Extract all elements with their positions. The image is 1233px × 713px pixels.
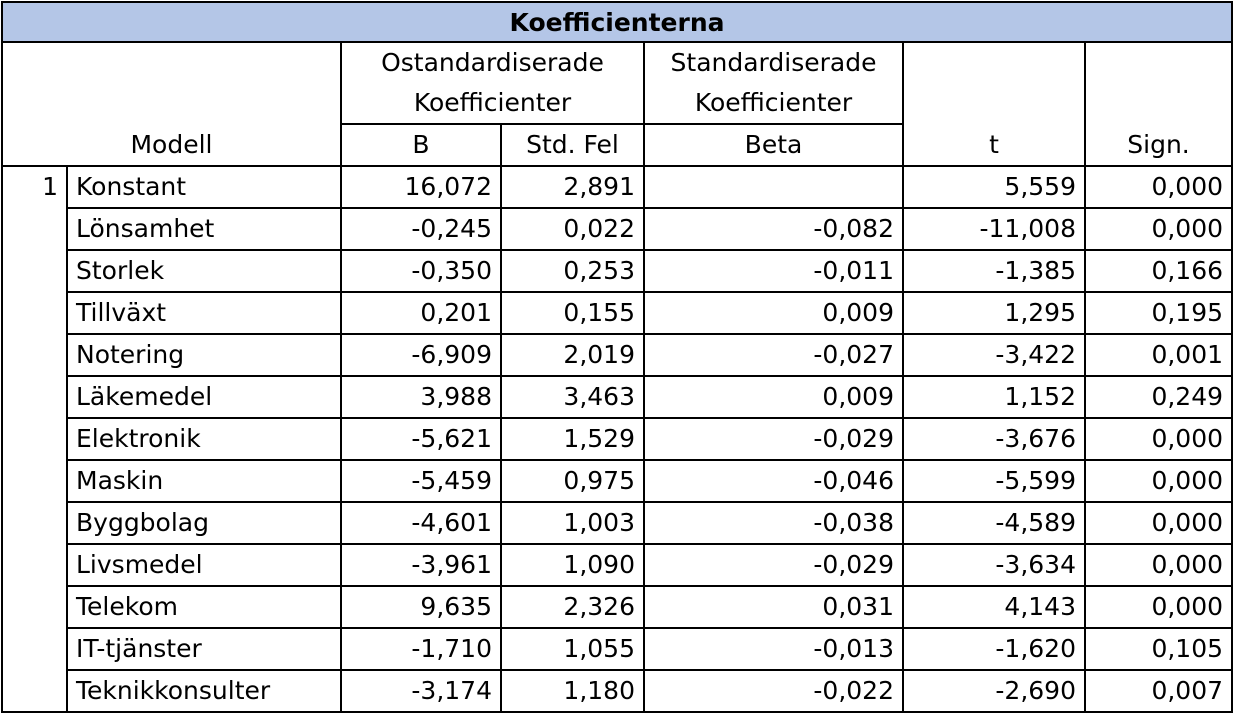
t-cell: 1,152 <box>903 376 1085 418</box>
sig-cell: 0,000 <box>1085 418 1232 460</box>
header-unstandardized-line1: Ostandardiserade <box>381 48 604 77</box>
header-unstandardized-group <box>341 42 644 124</box>
header-sig-label: Sign. <box>1127 130 1190 159</box>
header-t <box>903 42 1085 166</box>
sig-cell: 0,195 <box>1085 292 1232 334</box>
sig-cell: 0,001 <box>1085 334 1232 376</box>
std-err-cell: 1,180 <box>501 670 644 712</box>
beta-cell: -0,038 <box>644 502 903 544</box>
beta-cell: 0,031 <box>644 586 903 628</box>
header-row-group <box>2 42 1232 124</box>
sig-cell: 0,007 <box>1085 670 1232 712</box>
t-cell: -2,690 <box>903 670 1085 712</box>
variable-name-cell: Konstant <box>67 166 341 208</box>
beta-cell <box>644 166 903 208</box>
b-cell: -5,621 <box>341 418 501 460</box>
model-number-cell: 1 <box>2 166 67 712</box>
variable-name-cell: Tillväxt <box>67 292 341 334</box>
b-cell: -1,710 <box>341 628 501 670</box>
coefficients-table <box>1 1 1233 713</box>
beta-cell: -0,013 <box>644 628 903 670</box>
sig-cell: 0,000 <box>1085 208 1232 250</box>
variable-name-cell: Byggbolag <box>67 502 341 544</box>
header-unstandardized-line2: Koefficienter <box>413 88 572 117</box>
header-b: B <box>341 124 501 166</box>
beta-cell: 0,009 <box>644 376 903 418</box>
std-err-cell: 0,155 <box>501 292 644 334</box>
variable-name-cell: Telekom <box>67 586 341 628</box>
table-title: Koefficienterna <box>2 2 1232 42</box>
table-row <box>2 250 1232 292</box>
variable-name-cell: Lönsamhet <box>67 208 341 250</box>
std-err-cell: 0,022 <box>501 208 644 250</box>
table-row <box>2 166 1232 208</box>
beta-cell: -0,011 <box>644 250 903 292</box>
header-sig <box>1085 42 1232 166</box>
std-err-cell: 2,891 <box>501 166 644 208</box>
b-cell: -5,459 <box>341 460 501 502</box>
coefficients-body <box>2 166 1232 712</box>
t-cell: -11,008 <box>903 208 1085 250</box>
variable-name-cell: Maskin <box>67 460 341 502</box>
std-err-cell: 0,975 <box>501 460 644 502</box>
variable-name-cell: Storlek <box>67 250 341 292</box>
variable-name-cell: IT-tjänster <box>67 628 341 670</box>
std-err-cell: 2,326 <box>501 586 644 628</box>
header-model-label: Modell <box>130 130 213 159</box>
sig-cell: 0,000 <box>1085 586 1232 628</box>
b-cell: 3,988 <box>341 376 501 418</box>
sig-cell: 0,000 <box>1085 166 1232 208</box>
table-row <box>2 502 1232 544</box>
header-beta: Beta <box>644 124 903 166</box>
sig-cell: 0,000 <box>1085 460 1232 502</box>
b-cell: -0,350 <box>341 250 501 292</box>
variable-name-cell: Elektronik <box>67 418 341 460</box>
sig-cell: 0,000 <box>1085 544 1232 586</box>
b-cell: 16,072 <box>341 166 501 208</box>
beta-cell: -0,082 <box>644 208 903 250</box>
table-row <box>2 460 1232 502</box>
beta-cell: -0,027 <box>644 334 903 376</box>
t-cell: 5,559 <box>903 166 1085 208</box>
header-standardized-group <box>644 42 903 124</box>
b-cell: -4,601 <box>341 502 501 544</box>
t-cell: -3,676 <box>903 418 1085 460</box>
std-err-cell: 0,253 <box>501 250 644 292</box>
header-t-label: t <box>989 130 999 159</box>
b-cell: 0,201 <box>341 292 501 334</box>
header-std-err: Std. Fel <box>501 124 644 166</box>
table-row <box>2 418 1232 460</box>
beta-cell: -0,029 <box>644 418 903 460</box>
sig-cell: 0,000 <box>1085 502 1232 544</box>
header-standardized-line2: Koefficienter <box>694 88 853 117</box>
std-err-cell: 1,003 <box>501 502 644 544</box>
table-row <box>2 376 1232 418</box>
header-standardized-line1: Standardiserade <box>670 48 877 77</box>
b-cell: -3,961 <box>341 544 501 586</box>
b-cell: -3,174 <box>341 670 501 712</box>
beta-cell: -0,029 <box>644 544 903 586</box>
variable-name-cell: Teknikkonsulter <box>67 670 341 712</box>
sig-cell: 0,166 <box>1085 250 1232 292</box>
std-err-cell: 1,529 <box>501 418 644 460</box>
std-err-cell: 2,019 <box>501 334 644 376</box>
sig-cell: 0,249 <box>1085 376 1232 418</box>
table-row <box>2 208 1232 250</box>
variable-name-cell: Livsmedel <box>67 544 341 586</box>
t-cell: 4,143 <box>903 586 1085 628</box>
std-err-cell: 1,055 <box>501 628 644 670</box>
t-cell: -1,385 <box>903 250 1085 292</box>
b-cell: -6,909 <box>341 334 501 376</box>
table-row <box>2 586 1232 628</box>
t-cell: -1,620 <box>903 628 1085 670</box>
t-cell: -3,422 <box>903 334 1085 376</box>
t-cell: -4,589 <box>903 502 1085 544</box>
variable-name-cell: Läkemedel <box>67 376 341 418</box>
table-row <box>2 670 1232 712</box>
b-cell: 9,635 <box>341 586 501 628</box>
t-cell: -5,599 <box>903 460 1085 502</box>
b-cell: -0,245 <box>341 208 501 250</box>
header-model <box>2 42 341 166</box>
title-row <box>2 2 1232 42</box>
t-cell: 1,295 <box>903 292 1085 334</box>
table-row <box>2 544 1232 586</box>
t-cell: -3,634 <box>903 544 1085 586</box>
table-row <box>2 292 1232 334</box>
beta-cell: -0,022 <box>644 670 903 712</box>
beta-cell: -0,046 <box>644 460 903 502</box>
std-err-cell: 1,090 <box>501 544 644 586</box>
std-err-cell: 3,463 <box>501 376 644 418</box>
beta-cell: 0,009 <box>644 292 903 334</box>
table-row <box>2 334 1232 376</box>
variable-name-cell: Notering <box>67 334 341 376</box>
sig-cell: 0,105 <box>1085 628 1232 670</box>
table-row <box>2 628 1232 670</box>
